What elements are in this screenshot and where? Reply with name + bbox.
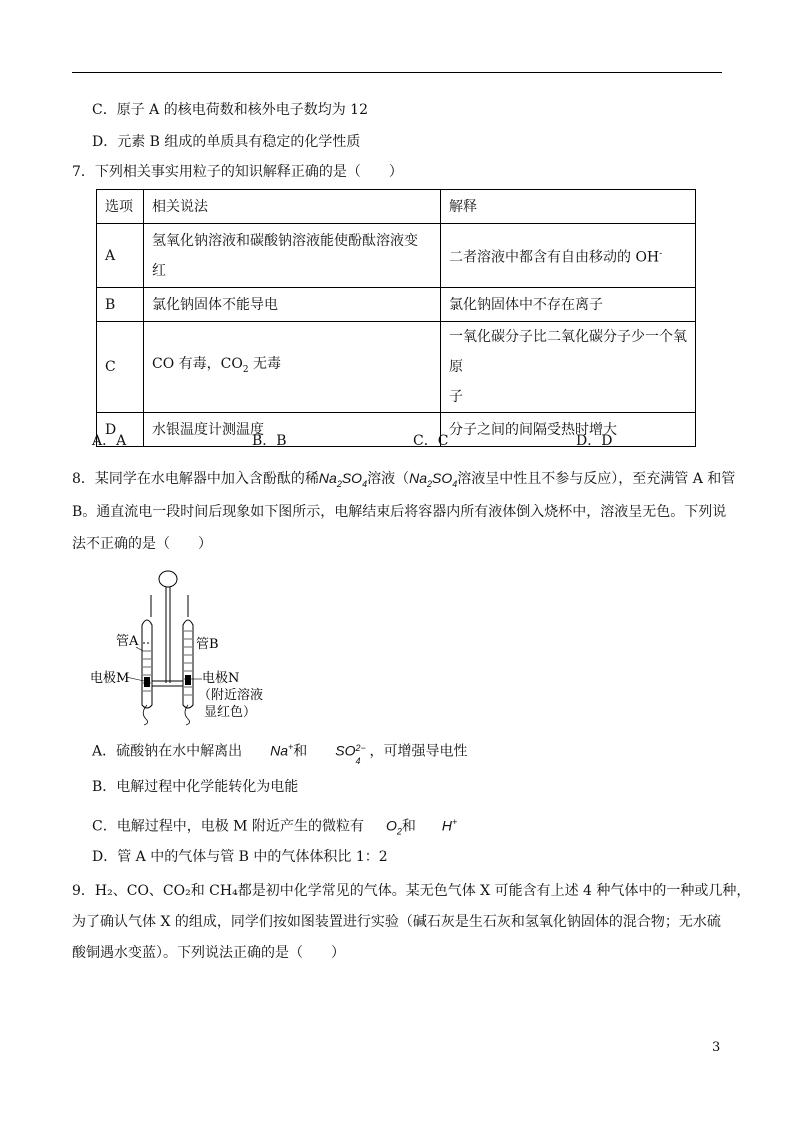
q8-text: 8．某同学在水电解器中加入含酚酞的稀 xyxy=(72,471,319,487)
q8-line2: B。通直流电一段时间后现象如下图所示，电解结束后将容器内所有液体倒入烧杯中，溶液呈无色。下列说 xyxy=(72,504,727,520)
q7-stem: 7．下列相关事实用粒子的知识解释正确的是（ ） xyxy=(72,164,403,180)
q8-option-a xyxy=(92,737,468,766)
ion-so4: SO xyxy=(335,742,356,759)
cell-statement: 水银温度计测温度 xyxy=(144,413,441,447)
option-text: ，可增强导电性 xyxy=(369,743,468,760)
subscript: 2 xyxy=(426,478,432,489)
cell-explanation: 氯化钠固体中不存在离子 xyxy=(441,288,696,322)
superscript: - xyxy=(659,248,663,259)
option-text: A．硫酸钠在水中解离出 xyxy=(92,743,243,760)
option-text: 和 xyxy=(401,818,416,835)
cell-statement xyxy=(144,322,441,413)
formula-so: SO xyxy=(341,470,363,486)
cell-explanation xyxy=(441,322,696,413)
label-electrode-n: 电极N xyxy=(202,671,240,686)
tube-b-liquid xyxy=(184,631,192,695)
superscript: + xyxy=(288,742,294,752)
q7-choice-d: D．D xyxy=(576,433,613,449)
superscript: 2− xyxy=(355,742,366,753)
cell-explanation: 分子之间的间隔受热时增大 xyxy=(441,413,696,447)
label-note-2: 显红色） xyxy=(204,705,257,720)
option-d-prev: D．元素 B 组成的单质具有稳定的化学性质 xyxy=(92,134,361,150)
q9-line2: 为了确认气体 X 的组成，同学们按如图装置进行实验（碱石灰是生石灰和氢氧化钠固体的混合物；无水硫 xyxy=(72,914,721,930)
formula-na: Na xyxy=(318,470,337,486)
explanation-text: 二者溶液中都含有自由移动的 OH xyxy=(449,249,660,266)
q8-text: 溶液（ xyxy=(367,471,410,487)
cell-opt: C xyxy=(97,322,144,413)
label-tube-b: 管B xyxy=(196,637,219,652)
q8-line1 xyxy=(72,468,735,494)
th-statement: 相关说法 xyxy=(144,190,441,224)
ion-na: Na xyxy=(270,742,289,759)
superscript: + xyxy=(451,817,458,827)
explanation-line: 一氧化碳分子比二氧化碳分子少一个氧原 xyxy=(449,329,687,375)
formula-na: Na xyxy=(409,470,427,486)
q8-option-d: D．管 A 中的气体与管 B 中的气体体积比 1：2 xyxy=(92,849,388,865)
q7-choice-c: C．C xyxy=(413,433,449,449)
electrode-n xyxy=(185,675,191,685)
q8-option-b: B．电解过程中化学能转化为电能 xyxy=(92,779,299,795)
subscript: 2 xyxy=(242,364,249,375)
electrolysis-apparatus-diagram xyxy=(90,565,286,725)
q8-text: 溶液呈中性且不参与反应），至充满管 A 和管 xyxy=(457,471,736,487)
subscript: 2 xyxy=(336,478,342,489)
q7-choice-a: A．A xyxy=(92,433,127,449)
cell-statement xyxy=(144,224,441,288)
option-text: 和 xyxy=(293,743,308,760)
statement-line: 氢氧化钠溶液和碳酸钠溶液能使酚酞溶液变 xyxy=(152,232,418,249)
cell-statement: 氯化钠固体不能导电 xyxy=(144,288,441,322)
label-tube-a: 管A xyxy=(116,634,139,649)
table-header-row xyxy=(97,190,696,224)
funnel-bulb xyxy=(159,571,177,587)
cell-opt: D xyxy=(97,413,144,447)
subscript: 4 xyxy=(362,478,368,489)
q9-line3: 酸铜遇水变蓝）。下列说法正确的是（ ） xyxy=(72,945,345,961)
cell-explanation xyxy=(441,224,696,288)
table-row xyxy=(97,322,696,413)
subscript: 2 xyxy=(396,826,402,837)
ion-h: H xyxy=(441,817,452,834)
formula-so: SO xyxy=(432,470,453,486)
q7-table xyxy=(96,189,696,447)
th-explanation: 解释 xyxy=(441,190,696,224)
tube-a xyxy=(142,620,152,708)
statement-line: 红 xyxy=(152,262,166,279)
molecule-o2: O xyxy=(385,817,397,834)
statement-text: 无毒 xyxy=(248,356,282,373)
statement-text: CO 有毒，CO xyxy=(152,356,243,373)
explanation-line: 子 xyxy=(449,389,463,405)
q7-choice-b: B．B xyxy=(252,433,287,449)
header-rule xyxy=(72,72,722,73)
table-row xyxy=(97,288,696,322)
th-option: 选项 xyxy=(97,190,144,224)
page-number: 3 xyxy=(712,1040,721,1055)
subscript: 4 xyxy=(452,478,458,489)
option-c-prev: C．原子 A 的核电荷数和核外电子数均为 12 xyxy=(92,102,368,118)
electrode-m xyxy=(144,677,150,687)
cell-opt: A xyxy=(97,224,144,288)
label-note-1: （附近溶液 xyxy=(198,688,264,703)
q8-option-c xyxy=(92,812,457,841)
label-electrode-m: 电极M xyxy=(90,671,130,686)
cell-opt: B xyxy=(97,288,144,322)
q9-line1: 9．H₂、CO、CO₂和 CH₄都是初中化学常见的气体。某无色气体 X 可能含有上述 4 种气体中的一种或几种， xyxy=(72,883,751,899)
option-text: C．电解过程中，电极 M 附近产生的微粒有 xyxy=(92,818,364,835)
subscript: 4 xyxy=(355,755,361,766)
table-row xyxy=(97,224,696,288)
q8-line3: 法不正确的是（ ） xyxy=(72,536,212,552)
